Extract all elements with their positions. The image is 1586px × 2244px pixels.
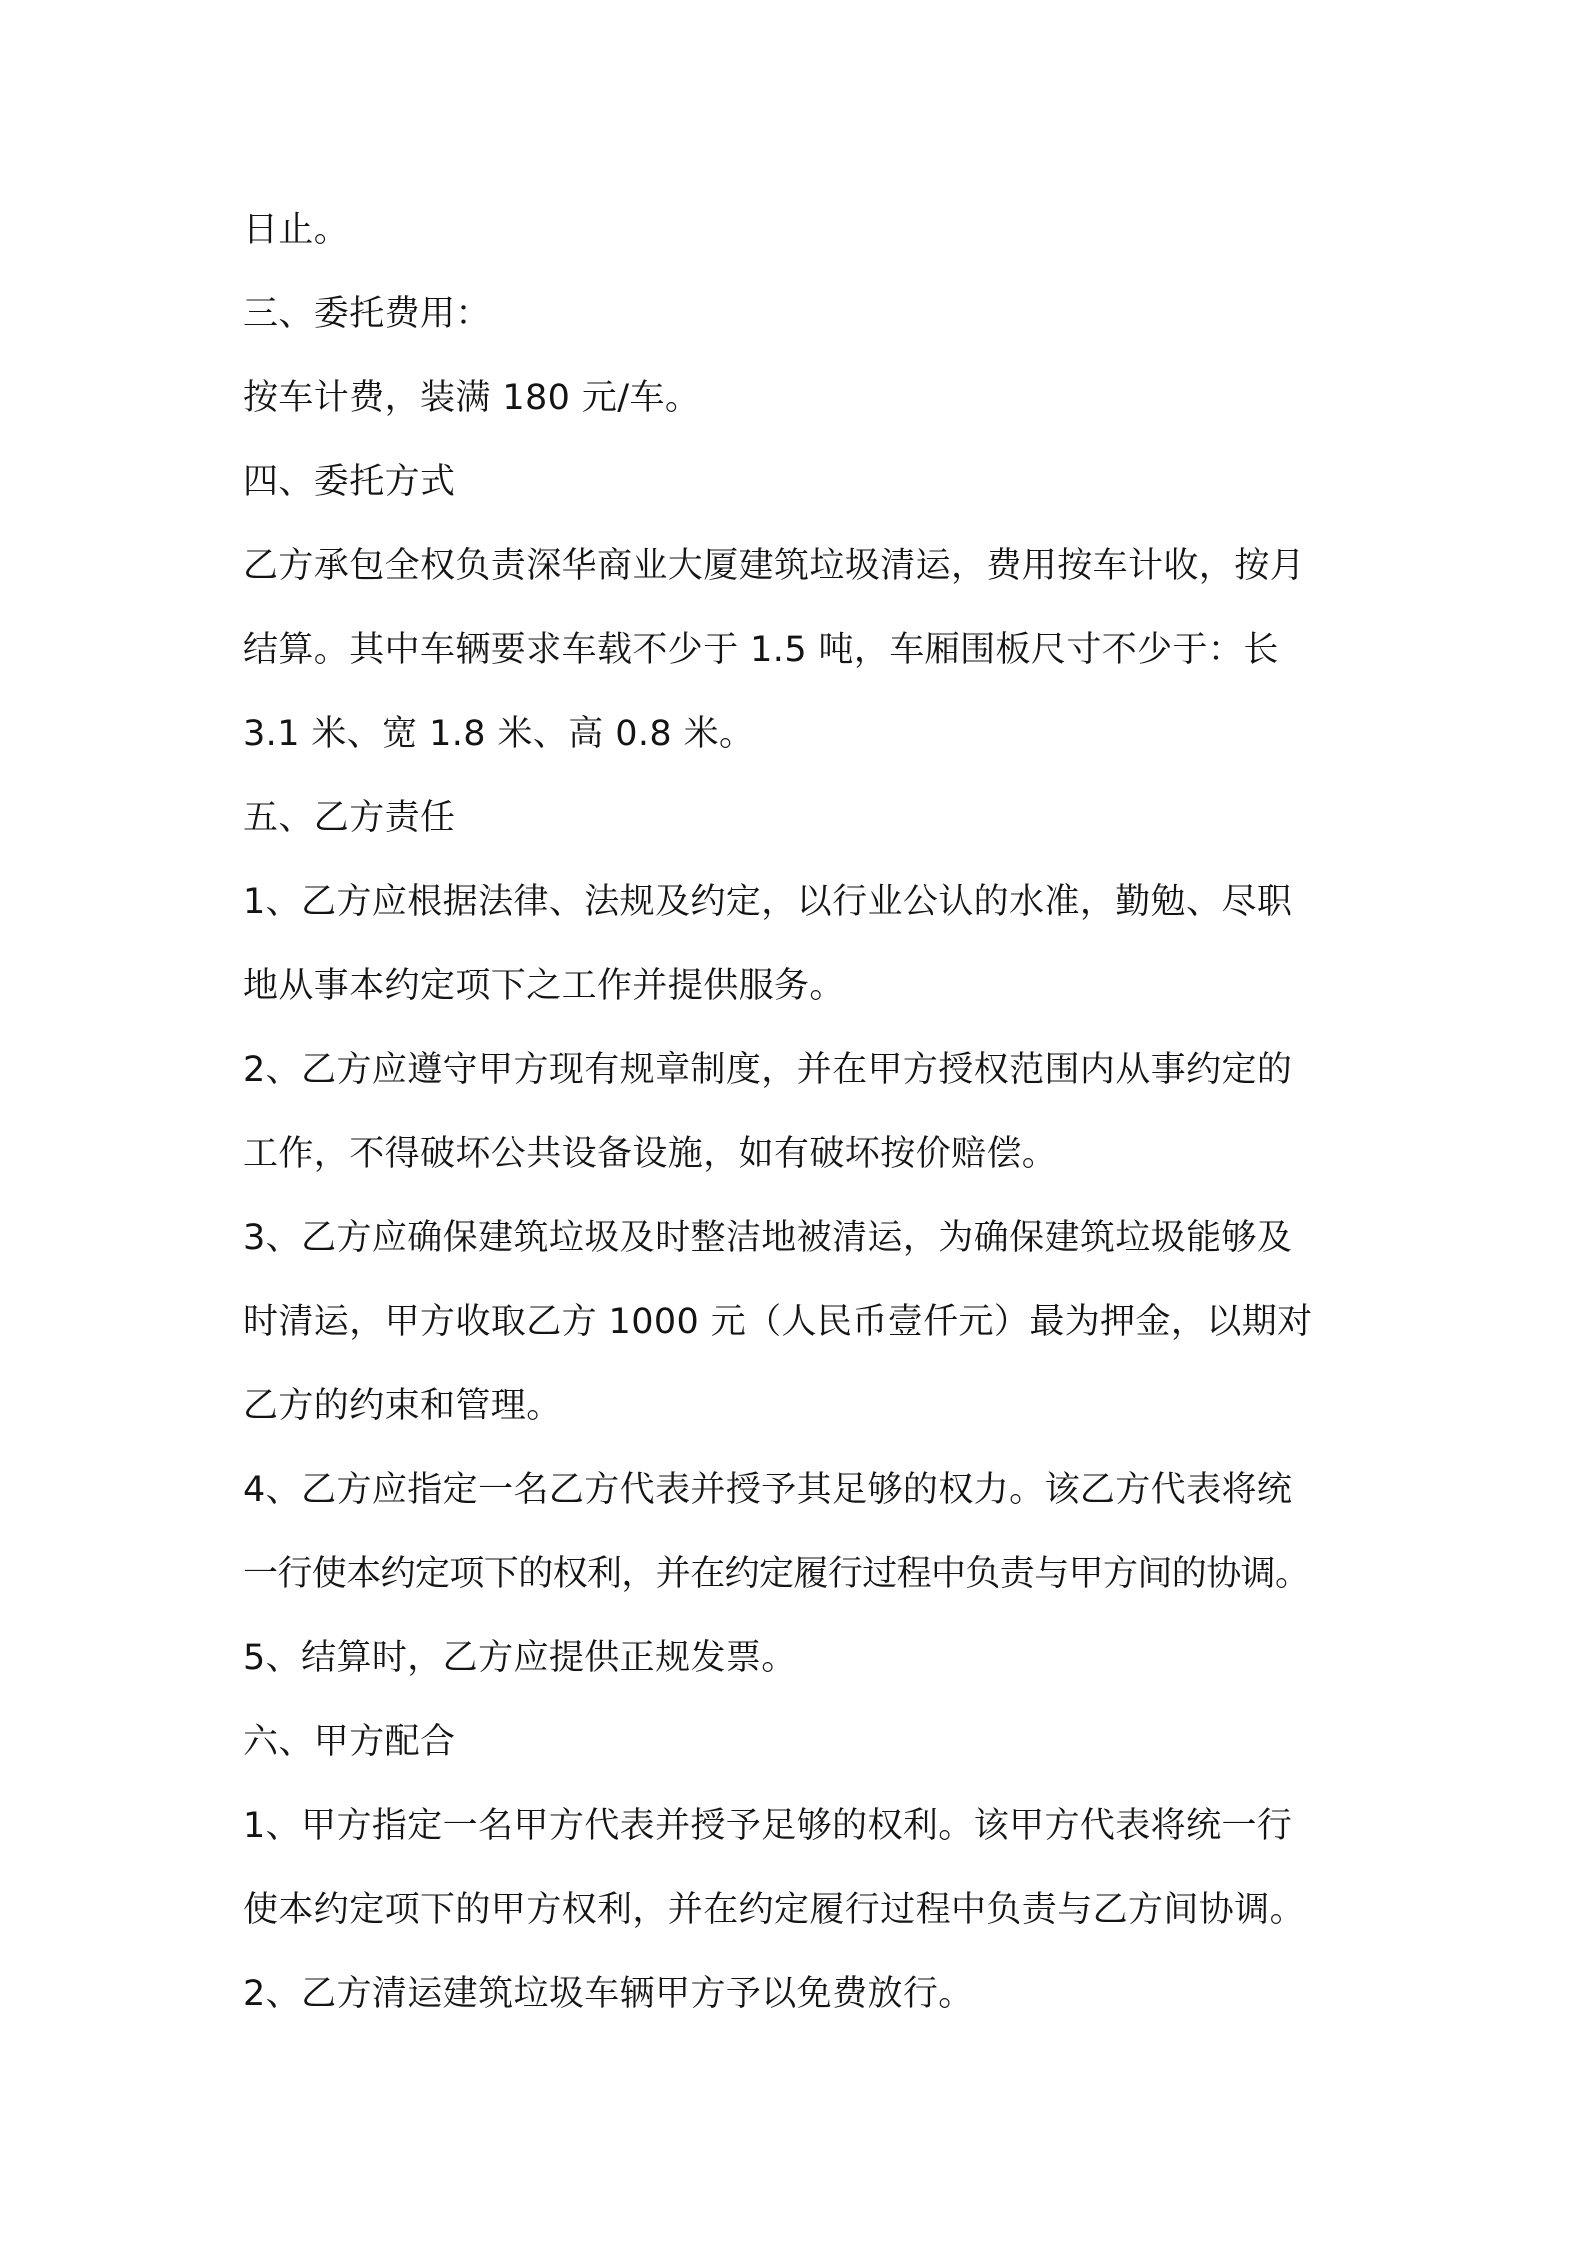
text-line-party-a-1a: 1、甲方指定一名甲方代表并授予足够的权利。该甲方代表将统一行 [243,1806,1293,1846]
text-line-party-a-1b: 使本约定项下的甲方权利，并在约定履行过程中负责与乙方间协调。 [243,1890,1306,1930]
text-line-method-1: 乙方承包全权负责深华商业大厦建筑垃圾清运，费用按车计收，按月 [243,546,1306,586]
text-line-party-b-1b: 地从事本约定项下之工作并提供服务。 [243,966,845,1006]
text-line-party-b-3a: 3、乙方应确保建筑垃圾及时整洁地被清运，为确保建筑垃圾能够及 [243,1218,1293,1258]
text-line-fees: 按车计费，装满 180 元/车。 [243,378,701,418]
text-line-party-b-4a: 4、乙方应指定一名乙方代表并授予其足够的权力。该乙方代表将统 [243,1470,1293,1510]
section-heading-fees: 三、委托费用： [243,294,491,334]
text-line-method-2: 结算。其中车辆要求车载不少于 1.5 吨，车厢围板尺寸不少于：长 [243,630,1279,670]
section-heading-method: 四、委托方式 [243,462,456,502]
text-line-party-b-2a: 2、乙方应遵守甲方现有规章制度，并在甲方授权范围内从事约定的 [243,1050,1293,1090]
text-line-method-3: 3.1 米、宽 1.8 米、高 0.8 米。 [243,714,755,754]
text-line-party-b-3b: 时清运，甲方收取乙方 1000 元（人民币壹仟元）最为押金，以期对 [243,1302,1313,1342]
section-heading-party-a: 六、甲方配合 [243,1722,456,1762]
text-line-party-b-2b: 工作，不得破坏公共设备设施，如有破坏按价赔偿。 [243,1134,1058,1174]
text-line-party-b-1a: 1、乙方应根据法律、法规及约定，以行业公认的水准，勤勉、尽职 [243,882,1293,922]
text-line-party-a-2: 2、乙方清运建筑垃圾车辆甲方予以免费放行。 [243,1974,974,2014]
text-line-party-b-3c: 乙方的约束和管理。 [243,1386,562,1426]
text-line-party-b-5: 5、结算时，乙方应提供正规发票。 [243,1638,797,1678]
document-body [243,188,1368,2036]
text-line-party-b-4b: 一行使本约定项下的权利，并在约定履行过程中负责与甲方间的协调。 [243,1554,1310,1594]
section-heading-party-b: 五、乙方责任 [243,798,456,838]
text-line-continuation: 日止。 [243,210,350,250]
